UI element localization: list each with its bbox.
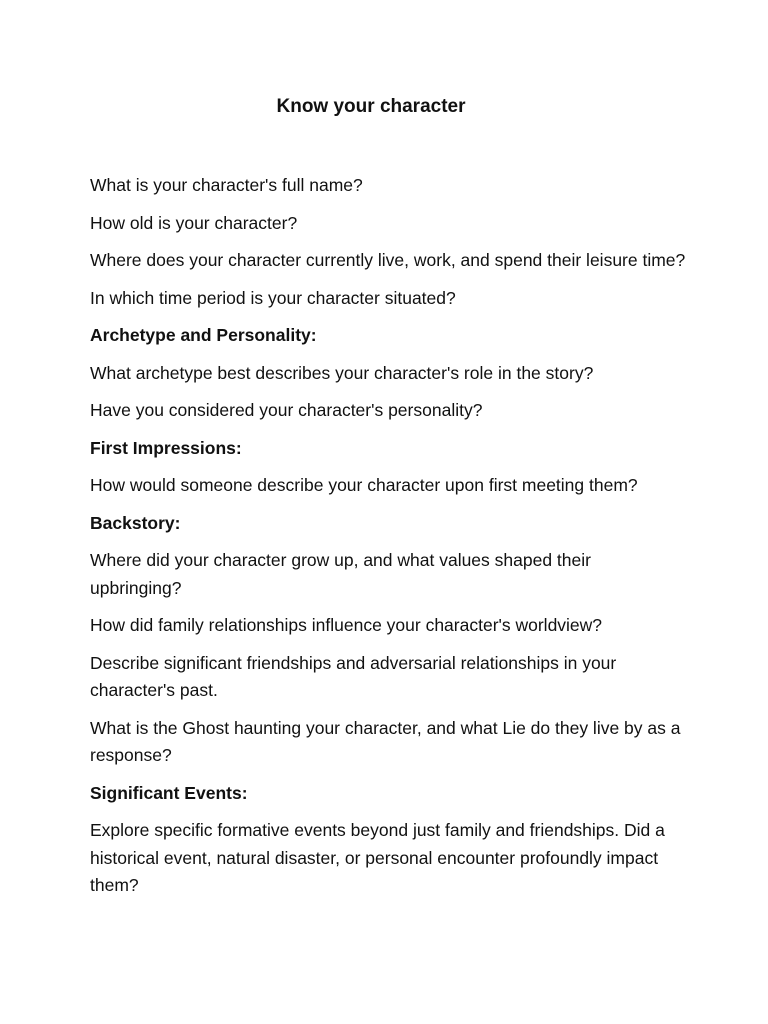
section-heading-first-impressions: First Impressions: bbox=[90, 437, 242, 458]
question-age: How old is your character? bbox=[90, 212, 298, 233]
question-archetype: What archetype best describes your character's role in the story? bbox=[90, 362, 594, 383]
question-personality: Have you considered your character's personality? bbox=[90, 400, 483, 420]
question-full-name: What is your character's full name? bbox=[90, 175, 363, 195]
section-heading-archetype: Archetype and Personality: bbox=[90, 325, 317, 345]
section-heading-significant-events: Significant Events: bbox=[90, 782, 248, 803]
question-first-meeting: How would someone describe your character upon first meeting them? bbox=[90, 475, 638, 495]
question-location: Where does your character currently live, work, and spend their leisure time? bbox=[90, 250, 686, 270]
question-formative-events: Explore specific formative events beyond just family and friendships. Did a historical event, natural disaster, or personal encounter profoundly impact them? bbox=[90, 820, 665, 895]
question-time-period: In which time period is your character situated? bbox=[90, 287, 456, 308]
page-title: Know your character bbox=[276, 96, 466, 117]
question-ghost-lie: What is the Ghost haunting your character, and what Lie do they live by as a response? bbox=[90, 717, 681, 765]
question-family: How did family relationships influence your character's worldview? bbox=[90, 615, 603, 635]
section-heading-backstory: Backstory: bbox=[90, 512, 181, 533]
question-relationships: Describe significant friendships and adversarial relationships in your character's past. bbox=[90, 652, 617, 700]
question-upbringing: Where did your character grow up, and what values shaped their upbringing? bbox=[90, 550, 591, 598]
document-body bbox=[90, 172, 686, 910]
